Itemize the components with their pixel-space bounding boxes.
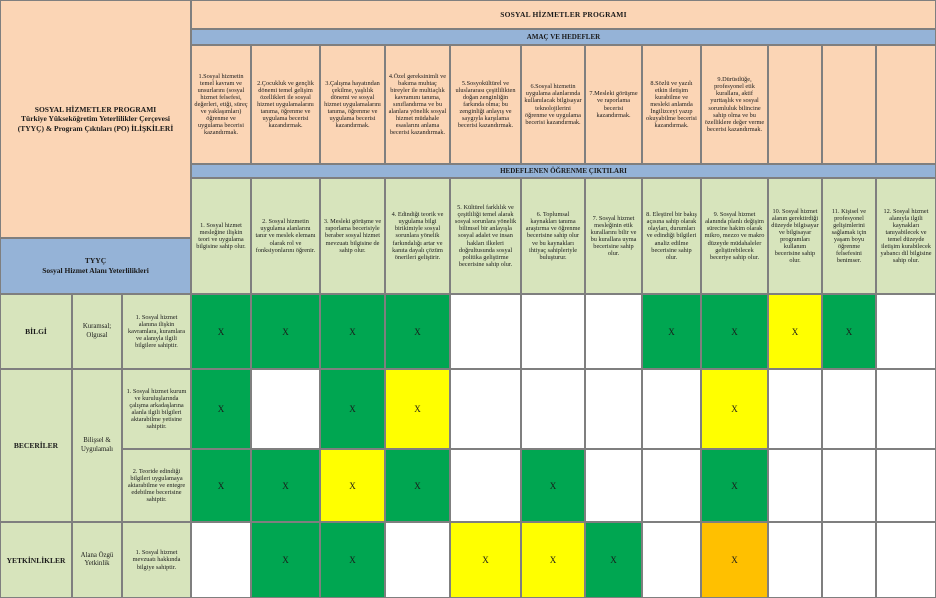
outcome-cell: 2. Sosyal hizmetin uygulama alanlarını tanır ve meslek elemanı olarak rol ve fonksiyonlarını öğrenir. [251,178,320,294]
tyyc-line2: Sosyal Hizmet Alanı Yeterlilikleri [42,266,149,275]
x-mark: X [414,480,421,491]
subcategory-bilissel: Bilişsel & Uygulamalı [72,369,122,522]
goal-cell: 8.Sözlü ve yazılı etkin iletişim kurabilme ve mesleki anlamda İngilizceyi yazıp okuyabilme becerisi kazandırmak. [642,45,701,164]
x-mark: X [414,404,421,414]
matrix-cell [701,369,768,449]
matrix-cell [701,449,768,522]
x-mark: X [610,555,617,565]
goal-cell: 2.Çocukluk ve gençlik dönemi temel gelişim özellikleri ile sosyal hizmet uygulamalarını tanıma, öğrenme ve uygulama becerisi kazandırmak. [251,45,320,164]
matrix-cell [768,294,822,369]
goal-cell: 9.Dürüstlüğe, profesyonel etik kurallara, aktif yurttaşlık ve sosyal sorumluluk bilincine sahip olma ve bu özelliklere değer verme becerisi kazandırmak. [701,45,768,164]
matrix-cell [450,369,521,449]
x-mark: X [349,404,356,414]
matrix-cell [191,449,251,522]
matrix-cell [191,369,251,449]
x-mark: X [282,555,289,565]
x-mark: X [217,480,225,491]
goal-cell: 4.Özel gereksinimli ve bakıma muhtaç bireyler ile multiaçlık kavramını tanıma, sınıflandırma ve bu alanlara yönelik sosyal hizmet müdahale esaslarını anlama becerisi kazandırmak. [385,45,450,164]
tyyc-header-cell [0,238,191,294]
matrix-cell [642,369,701,449]
outcomes-title: HEDEFLENEN ÖĞRENME ÇIKTILARI [191,164,936,178]
aims-title: AMAÇ VE HEDEFLER [191,29,936,45]
qualification-cell: 1. Sosyal hizmet alanına ilişkin kavramlara, kuramlara ve alanıyla ilgili bilgilere sahiptir. [122,294,191,369]
matrix-cell [251,369,320,449]
goal-cell: 1.Sosyal hizmetin temel kavram ve unsurlarını (sosyal hizmet felsefesi, değerleri, etiği, süreç ve yaklaşımları) öğrenme ve uygulama becerisi kazandırmak. [191,45,251,164]
matrix-cell [642,294,701,369]
subcategory-kuramsal: Kuramsal; Olgusal [72,294,122,369]
goal-cell: 5.Sosyokültürel ve uluslararası çeşitlilikten doğan zenginliğin farkında olma; bu zenginliği anlayış ve saygıyla karşılama becerisi kazandırmak. [450,45,521,164]
matrix-cell [191,522,251,598]
qualification-cell: 1. Sosyal hizmet kurum ve kuruluşlarında çalışma arkadaşlarına alanla ilgili bilgileri aktarabilme yetisine sahiptir. [122,369,191,449]
matrix-cell [585,449,642,522]
x-mark: X [349,555,356,565]
corner-title-cell [0,0,191,238]
matrix-cell [701,294,768,369]
matrix-cell [191,294,251,369]
qualification-cell: 1. Sosyal hizmet mevzuatı hakkında bilgiye sahiptir. [122,522,191,598]
matrix-cell [822,369,876,449]
qualification-cell: 2. Teoride edindiği bilgileri uygulamaya aktarabilme ve entegre edebilme becerisine sahiptir. [122,449,191,522]
program-title: SOSYAL HİZMETLER PROGRAMI [191,0,936,29]
matrix-cell [876,522,936,598]
outcome-cell: 9. Sosyal hizmet alanında planlı değişim sürecine hakim olarak mikro, mezzo ve makro düzeyde müdahaleler geliştirebilecek beceriye sahip olur. [701,178,768,294]
outcome-cell: 12. Sosyal hizmet alanıyla ilgili kaynakları tanıyabilecek ve temel düzeyde iletişim kurabilecek yabancı dil bilgisine sahip olur. [876,178,936,294]
x-mark: X [217,326,225,337]
outcome-cell: 7. Sosyal hizmet mesleğinin etik kurallarını bilir ve bu kurallara uyma becerisine sahip olur. [585,178,642,294]
corner-title-line2: Türkiye Yükseköğretim Yeterlilikler Çerçevesi [21,114,170,124]
matrix-cell [768,522,822,598]
x-mark: X [791,326,799,337]
x-mark: X [217,404,225,414]
outcome-cell: 5. Kültürel farklılık ve çeşitliliği temel alarak sosyal sorunlara yönelik bilimsel bir anlayışla sosyal adalet ve insan hakları ilkeleri doğrultusunda sosyal politika geliştirme becerisine sahip olur. [450,178,521,294]
matrix-cell [642,522,701,598]
x-mark: X [349,480,356,491]
corner-title-line3: (TYYÇ) & Program Çıktıları (PO) İLİŞKİLERİ [17,123,174,133]
x-mark: X [549,480,557,491]
matrix-cell [876,449,936,522]
category-yetkinlikler: YETKİNLİKLER [0,522,72,598]
corner-title-line1: SOSYAL HİZMETLER PROGRAMI [34,104,157,114]
x-mark: X [731,480,738,491]
matrix-cell [585,522,642,598]
matrix-cell [320,369,385,449]
x-mark: X [668,326,675,337]
matrix-cell [251,294,320,369]
matrix-cell [521,449,585,522]
matrix-cell [385,369,450,449]
goal-cell: 6.Sosyal hizmetin uygulama alanlarında kullanılacak bilgisayar teknolojilerini öğrenme ve uygulama becerisi kazandırmak. [521,45,585,164]
matrix-cell [320,522,385,598]
matrix-cell [320,294,385,369]
matrix-cell [768,369,822,449]
x-mark: X [845,326,853,337]
x-mark: X [282,326,289,337]
x-mark: X [549,555,557,565]
category-bilgi: BİLGİ [0,294,72,369]
category-beceriler: BECERİLER [0,369,72,522]
matrix-cell [251,522,320,598]
matrix-cell [251,449,320,522]
matrix-cell [822,294,876,369]
x-mark: X [349,326,356,337]
x-mark: X [731,555,738,565]
goal-cell [822,45,876,164]
goal-cell: 7.Mesleki görüşme ve raporlama becerisi kazandırmak. [585,45,642,164]
goal-cell [876,45,936,164]
matrix-cell [450,449,521,522]
matrix-cell [768,449,822,522]
matrix-cell [385,449,450,522]
subcategory-alana-ozgu: Alana Özgü Yetkinlik [72,522,122,598]
tyyc-line1: TYYÇ [84,256,107,266]
x-mark: X [731,404,738,414]
matrix-cell [320,449,385,522]
outcome-cell: 4. Edindiği teorik ve uygulama bilgi birikimiyle sosyal sorunlara yönelik farkındalığı artar ve kanıta dayalı çözüm önerileri geliştirir. [385,178,450,294]
matrix-cell [585,294,642,369]
matrix-cell [822,522,876,598]
outcome-cell: 1. Sosyal hizmet mesleğine ilişkin teori ve uygulama bilgisine sahip olur. [191,178,251,294]
matrix-cell [876,369,936,449]
outcome-cell: 6. Toplumsal kaynakları tanıma araştırma ve öğrenme becerisine sahip olur ve bu kaynakları ihtiyaç sahipleriyle buluşturur. [521,178,585,294]
outcome-cell: 8. Eleştirel bir bakış açısına sahip olarak olayları, durumları ve edindiği bilgileri analiz edilme becerisine sahip olur. [642,178,701,294]
matrix-cell [521,369,585,449]
outcome-cell: 10. Sosyal hizmet alanın gerektirdiği düzeyde bilgisayar ve bilgisayar programları kullanım becerisine sahip olur. [768,178,822,294]
matrix-cell [521,294,585,369]
x-mark: X [731,326,738,337]
matrix-cell [385,294,450,369]
outcome-cell: 11. Kişisel ve profesyonel gelişimlerini sağlamak için yaşam boyu öğrenme felsefesini benimser. [822,178,876,294]
matrix-cell [701,522,768,598]
matrix-cell [450,294,521,369]
matrix-cell [822,449,876,522]
x-mark: X [282,480,289,491]
goal-cell [768,45,822,164]
matrix-cell [450,522,521,598]
matrix-cell [642,449,701,522]
matrix-cell [521,522,585,598]
matrix-cell [585,369,642,449]
outcome-cell: 3. Mesleki görüşme ve raporlama becerisiyle beraber sosyal hizmet mevzuatı bilgisine de sahip olur. [320,178,385,294]
x-mark: X [414,326,421,337]
matrix-cell [876,294,936,369]
x-mark: X [482,555,489,565]
matrix-cell [385,522,450,598]
goal-cell: 3.Çalışma hayatından çekilme, yaşlılık dönemi ve sosyal hizmet uygulamalarını tanıma, öğrenme ve uygulama becerisi kazandırmak. [320,45,385,164]
